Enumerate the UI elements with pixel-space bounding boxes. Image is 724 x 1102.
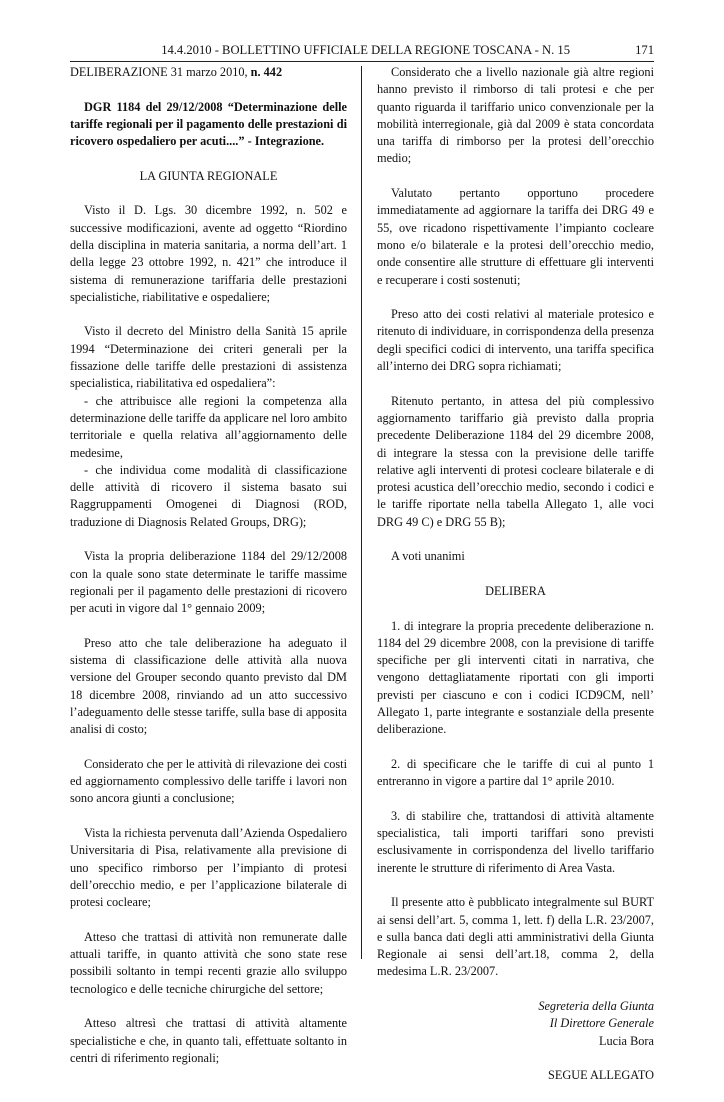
header-rule <box>70 61 654 62</box>
paragraph: Atteso che trattasi di attività non remunerate dalle attuali tariffe, in quanto attività che sono state rese possibili soltanto in tempi recenti grazie allo sviluppo tecnologico e delle tecniche chirurgiche del settore; <box>70 929 347 996</box>
signature-role: Il Direttore Generale <box>549 1016 654 1031</box>
paragraph: Ritenuto pertanto, in attesa del più complessivo aggiornamento tariffario già previsto dalla propria precedente Deliberazione 1184 del 29 dicembre 2008, di integrare la stessa con la previsione delle tariffe relative agli interventi di protesi cocleare bilaterale e di protesi acustica dell’orecchio medio, secondo i codici e le tariffe riportate nella tabella Allegato 1, alle voci DRG 49 C) e DRG 55 B); <box>377 393 654 529</box>
signature-name: Lucia Bora <box>599 1033 654 1048</box>
deliberation-number: n. 442 <box>250 65 283 79</box>
paragraph: Visto il D. Lgs. 30 dicembre 1992, n. 502 e successive modificazioni, avente ad oggetto “Riordino della disciplina in materia sanitaria, a norma dell’art. 1 della legge 23 ottobre 1992, n. 421” che introduce il sistema di remunerazione tariffaria delle prestazioni specialistiche, riabilitative e ospedaliere; <box>70 203 347 304</box>
publication-note: Il presente atto è pubblicato integralmente sul BURT ai sensi dell’art. 5, comma 1, lett. f) della L.R. 23/2007, e sulla banca dati degli atti amministrativi della Giunta Regionale ai sensi dell’art.18, comma 2, della medesima L.R. 23/2007. <box>377 895 654 979</box>
list-item: - che attribuisce alle regioni la competenza alla determinazione delle tariffe da applicare nel loro ambito territoriale e quella relativa all’aggiornamento delle medesime, <box>70 393 347 460</box>
page-number: 171 <box>635 43 654 57</box>
delibera-heading: DELIBERA <box>485 583 546 598</box>
deliberation-subject: DGR 1184 del 29/12/2008 “Determinazione delle tariffe regionali per il pagamento delle prestazioni di ricovero ospedaliero per acuti....” - Integrazione. <box>70 99 347 149</box>
paragraph: Preso atto dei costi relativi al materiale protesico e ritenuto di individuare, in corrispondenza della presenza degli specifici codici di intervento, una tariffa specifica all’interno dei DRG sopra richiamati; <box>377 307 654 374</box>
header-title: 14.4.2010 - BOLLETTINO UFFICIALE DELLA REGIONE TOSCANA - N. 15 <box>161 43 570 57</box>
right-column <box>377 64 654 1102</box>
paragraph: Considerato che per le attività di rilevazione dei costi ed aggiornamento complessivo delle tariffe i lavori non sono ancora giunti a conclusione; <box>70 756 347 806</box>
deliberation-label: DELIBERAZIONE 31 marzo 2010, <box>70 65 248 79</box>
paragraph: Valutato pertanto opportuno procedere immediatamente ad aggiornare la tariffa dei DRG 49 e 55, ove ricadono rispettivamente l’impianto cocleare mono e/o bilaterale e la protesi dell’orecchio medio, onde consentire alle strutture di effettuare gli interventi e recuperare i costi sostenuti; <box>377 186 654 287</box>
paragraph: Considerato che a livello nazionale già altre regioni hanno previsto il rimborso di tali protesi e che per quanto riguarda il tariffario unico convenzionale per la mobilità interregionale, già dal 2009 è stata concordata una tariffa di rimborso per la protesi dell’orecchio medio; <box>377 65 654 166</box>
signature-office: Segreteria della Giunta <box>538 999 654 1014</box>
giunta-heading: LA GIUNTA REGIONALE <box>139 168 278 183</box>
paragraph: Visto il decreto del Ministro della Sanità 15 aprile 1994 “Determinazione dei criteri generali per la fissazione delle tariffe delle prestazioni di assistenza specialistica, riabilitativa ed ospedaliera”: <box>70 324 347 391</box>
list-item: - che individua come modalità di classificazione delle attività di ricovero il sistema basato sui Raggruppamenti Omogenei di Diagnosi (ROD, traduzione di Diagnosis Related Groups, DRG); <box>70 462 347 529</box>
paragraph: Vista la richiesta pervenuta dall’Azienda Ospedaliero Universitaria di Pisa, relativamente alla previsione di uno specifico rimborso per l’impianto di protesi dell’orecchio medio, e per l’applicazione bilaterale di protesi cocleare; <box>70 826 347 910</box>
column-divider <box>361 66 362 959</box>
annex-notice: SEGUE ALLEGATO <box>547 1068 654 1083</box>
resolution-item: 3. di stabilire che, trattandosi di attività altamente specialistica, tali importi tariffari sono previsti esclusivamente in corrispondenza del livello tariffario inerente le strutture di riferimento di Area Vasta. <box>377 808 654 875</box>
page-header <box>70 41 654 61</box>
resolution-item: 1. di integrare la propria precedente deliberazione n. 1184 del 29 dicembre 2008, con la previsione di tariffe specifiche per gli interventi citati in narrativa, che vengono dettagliatamente riportati con gli importi previsti per ciascuno e con i codici ICD9CM, nell’ Allegato 1, parte integrante e sostanziale della presente deliberazione. <box>377 618 654 737</box>
paragraph: Vista la propria deliberazione 1184 del 29/12/2008 con la quale sono state determinate le tariffe massime regionali per il pagamento delle prestazioni di ricovero per acuti in vigore dal 1° gennaio 2009; <box>70 549 347 616</box>
unanimous-vote: A voti unanimi <box>391 549 465 564</box>
left-column <box>70 64 347 1085</box>
resolution-item: 2. di specificare che le tariffe di cui al punto 1 entreranno in vigore a partire dal 1° aprile 2010. <box>377 756 654 789</box>
deliberation-date <box>70 64 347 81</box>
paragraph: Preso atto che tale deliberazione ha adeguato il sistema di classificazione delle attività alla nuova versione del Grouper secondo quanto previsto dal DM 18 dicembre 2008, rinviando ad un atto successivo l’adeguamento delle stesse tariffe, sulla base di apposita analisi di costo; <box>70 635 347 737</box>
paragraph: Atteso altresì che trattasi di attività altamente specialistiche e che, in quanto tali, effettuate soltanto in centri di riferimento regionali; <box>70 1016 347 1065</box>
